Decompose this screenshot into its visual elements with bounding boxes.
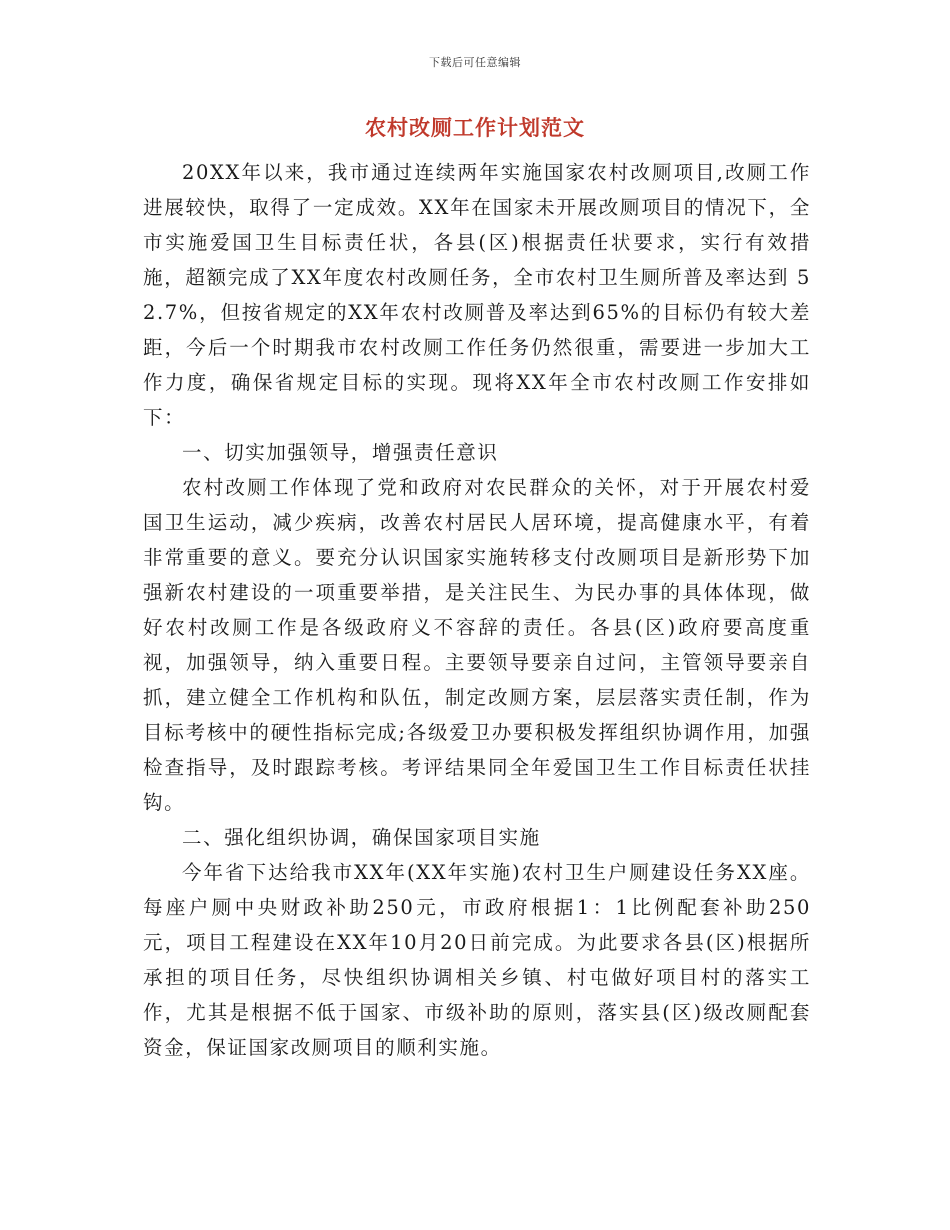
intro-paragraph: 20XX年以来，我市通过连续两年实施国家农村改厕项目,改厕工作进展较快，取得了一定成效。XX年在国家未开展改厕项目的情况下，全市实施爱国卫生目标责任状，各县(区)根据责任状要求，实行有效措施，超额完成了XX年度农村改厕任务，全市农村卫生厕所普及率达到 52.7%，但按省规定的XX年农村改厕普及率达到65%的目标仍有较大差距，今后一个时期我市农村改厕工作任务仍然很重，需要进一步加大工作力度，确保省规定目标的实现。现将XX年全市农村改厕工作安排如下：	[143, 161, 811, 429]
section-heading-2: 二、强化组织协调，确保国家项目实施	[182, 826, 541, 849]
document-title: 农村改厕工作计划范文	[365, 115, 585, 140]
section-heading-1: 一、切实加强领导，增强责任意识	[182, 441, 499, 464]
section-1-paragraph: 农村改厕工作体现了党和政府对农民群众的关怀，对于开展农村爱国卫生运动，减少疾病，改善农村居民人居环境，提高健康水平，有着非常重要的意义。要充分认识国家实施转移支付改厕项目是新形势下加强新农村建设的一项重要举措，是关注民生、为民办事的具体体现，做好农村改厕工作是各级政府义不容辞的责任。各县(区)政府要高度重视，加强领导，纳入重要日程。主要领导要亲自过问，主管领导要亲自抓，建立健全工作机构和队伍，制定改厕方案，层层落实责任制，作为目标考核中的硬性指标完成;各级爱卫办要积极发挥组织协调作用，加强检查指导，及时跟踪考核。考评结果同全年爱国卫生工作目标责任状挂钩。	[143, 476, 811, 814]
section-2-paragraph: 今年省下达给我市XX年(XX年实施)农村卫生户厕建设任务XX座。每座户厕中央财政补助250元，市政府根据1：1比例配套补助250 元，项目工程建设在XX年10月20日前完成。为此要求各县(区)根据所承担的项目任务，尽快组织协调相关乡镇、村屯做好项目村的落实工作，尤其是根据不低于国家、市级补助的原则，落实县(区)级改厕配套资金，保证国家改厕项目的顺利实施。	[143, 861, 811, 1059]
document-body	[143, 155, 811, 1065]
header-note: 下载后可任意编辑	[429, 56, 521, 69]
